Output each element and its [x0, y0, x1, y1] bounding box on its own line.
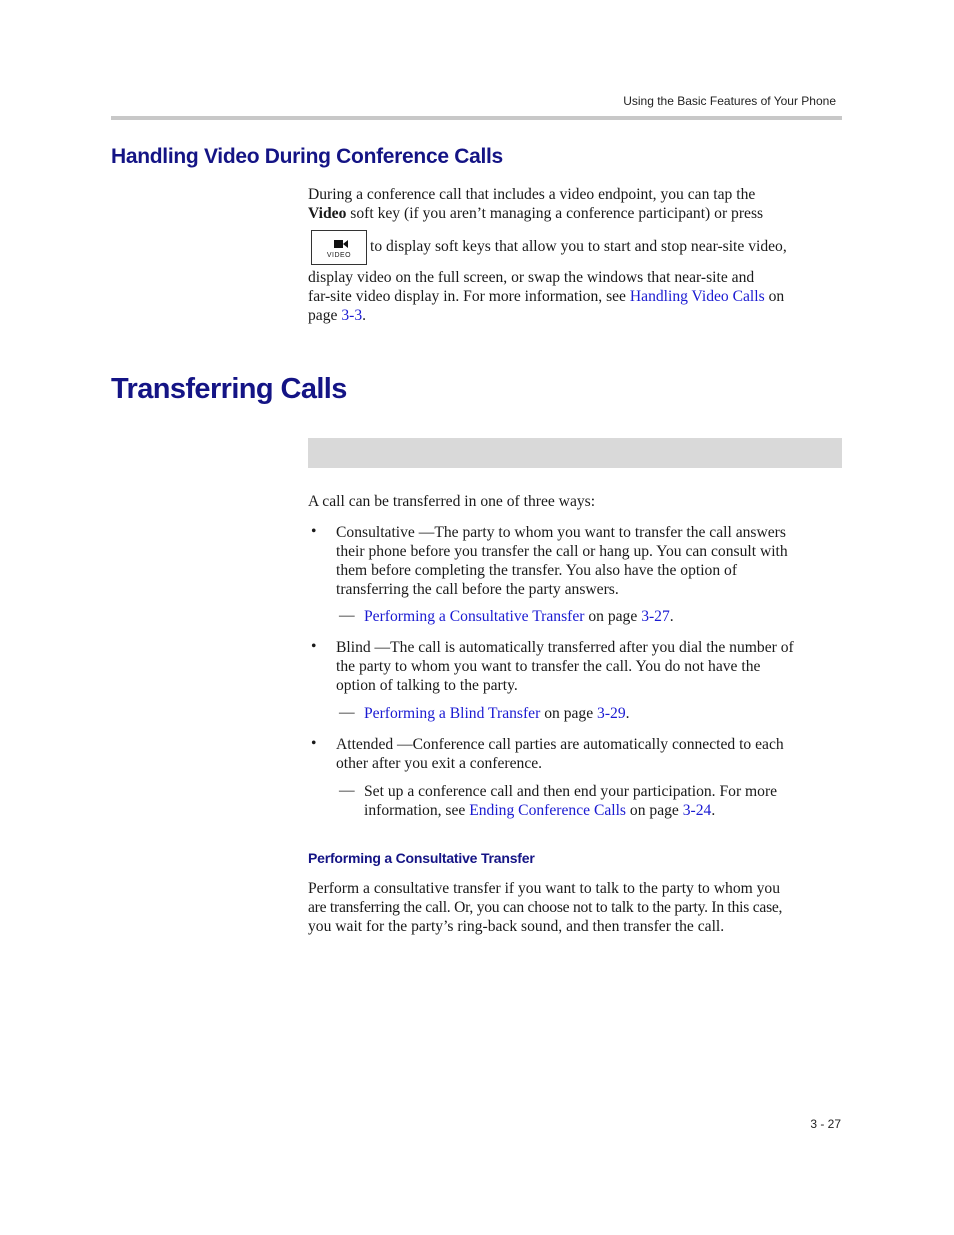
text-span: . [362, 307, 367, 324]
text-line [308, 204, 842, 223]
link-performing-consultative-transfer[interactable]: Performing a Consultative Transfer [364, 608, 585, 625]
bullet-attended [336, 735, 846, 773]
bullet-blind [336, 638, 846, 695]
text-span: soft key (if you aren’t managing a conference participant) or press [346, 205, 764, 222]
text-line: Blind —The call is automatically transferred after you dial the number of [336, 639, 794, 656]
running-header: Using the Basic Features of Your Phone [623, 94, 836, 108]
video-camera-icon [334, 239, 348, 249]
subsection-heading-consultative: Performing a Consultative Transfer [308, 850, 535, 866]
dash-marker: — [339, 782, 355, 799]
text-line: Set up a conference call and then end your participation. For more [364, 783, 778, 800]
text-span: . [669, 608, 674, 625]
text-span: on page [626, 802, 683, 819]
video-paragraph-bottom [308, 268, 842, 325]
dash-marker: — [339, 704, 355, 721]
link-handling-video-calls[interactable]: Handling Video Calls [629, 288, 765, 305]
text-line [308, 306, 842, 325]
consultative-paragraph [308, 879, 842, 936]
text-span: page [308, 307, 342, 324]
text-line [364, 607, 844, 626]
text-span: information, see [364, 802, 470, 819]
text-line: them before completing the transfer. You also have the option of [336, 562, 738, 579]
text-line [364, 801, 844, 820]
video-softkey-name: Video [308, 205, 347, 222]
link-page-3-29[interactable]: 3-29 [597, 705, 626, 722]
sub-consultative [364, 607, 844, 626]
header-rule [111, 116, 842, 120]
text-line: Consultative —The party to whom you want to transfer the call answers [336, 524, 786, 541]
link-page-3-24[interactable]: 3-24 [682, 802, 712, 819]
text-line: transferring the call before the party answers. [336, 581, 619, 598]
text-line: A call can be transferred in one of three ways: [308, 493, 596, 510]
text-span: . [711, 802, 716, 819]
video-paragraph-top [308, 185, 842, 223]
section-heading-video: Handling Video During Conference Calls [111, 145, 503, 168]
text-span: far-site video display in. For more information, see [308, 288, 630, 305]
video-key [311, 230, 367, 265]
text-line: display video on the full screen, or swap the windows that near-site and [308, 269, 755, 286]
bullet-consultative [336, 523, 846, 599]
link-page-3-27[interactable]: 3-27 [641, 608, 670, 625]
video-paragraph-keyline [370, 237, 850, 256]
link-ending-conference-calls[interactable]: Ending Conference Calls [469, 802, 626, 819]
text-line: Attended —Conference call parties are automatically connected to each [336, 736, 784, 753]
chapter-heading-transferring: Transferring Calls [111, 373, 347, 405]
text-span: on page [540, 705, 598, 722]
bullet-marker: • [311, 523, 317, 540]
sub-attended [364, 782, 844, 820]
text-line: to display soft keys that allow you to start and stop near-site video, [370, 238, 787, 255]
text-span: on page [584, 608, 642, 625]
text-line: you wait for the party’s ring-back sound, and then transfer the call. [308, 918, 725, 935]
text-line: their phone before you transfer the call or hang up. You can consult with [336, 543, 788, 560]
bullet-marker: • [311, 735, 317, 752]
video-key-label: VIDEO [326, 252, 352, 259]
text-line: other after you exit a conference. [336, 755, 543, 772]
link-performing-blind-transfer[interactable]: Performing a Blind Transfer [364, 705, 541, 722]
text-line: During a conference call that includes a video endpoint, you can tap the [308, 186, 756, 203]
transfer-intro [308, 492, 842, 511]
text-line: the party to whom you want to transfer the call. You do not have the [336, 658, 761, 675]
gray-note-bar [308, 438, 842, 468]
page-number: 3 - 27 [810, 1117, 841, 1131]
text-line [308, 287, 842, 306]
text-span: . [625, 705, 630, 722]
text-line: Perform a consultative transfer if you want to talk to the party to whom you [308, 880, 781, 897]
link-page-3-3[interactable]: 3-3 [341, 307, 363, 324]
text-line [364, 704, 844, 723]
text-span: on [764, 288, 785, 305]
dash-marker: — [339, 607, 355, 624]
sub-blind [364, 704, 844, 723]
text-line: option of talking to the party. [336, 677, 518, 694]
text-line: are transferring the call. Or, you can choose not to talk to the party. In this case, [308, 899, 783, 916]
bullet-marker: • [311, 638, 317, 655]
